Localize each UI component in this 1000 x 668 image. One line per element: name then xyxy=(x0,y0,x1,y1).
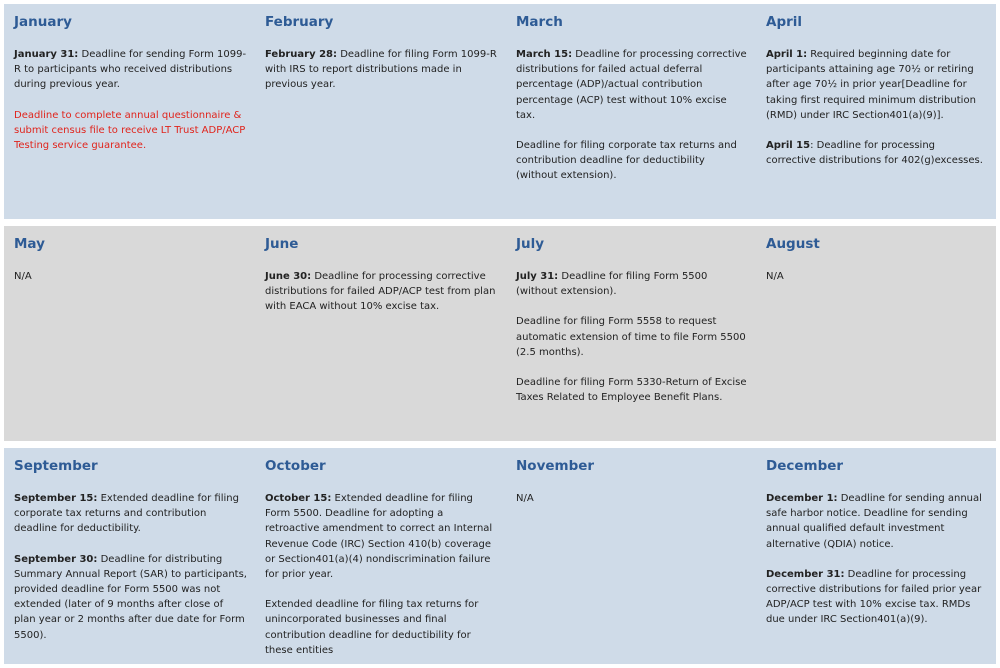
month-cell-august xyxy=(756,226,996,441)
deadline-text: Deadline for filing corporate tax returns and contribution deadline for deductibility (without extension). xyxy=(516,140,737,182)
deadline-entry xyxy=(265,47,506,93)
month-cell-june xyxy=(255,226,506,441)
deadline-entry xyxy=(516,491,756,506)
month-heading: September xyxy=(14,458,98,474)
deadline-text: Extended deadline for filing Form 5500. Deadline for adopting a retroactive amendment to correct an Internal Revenue Code (IRC) Section 410(b) coverage or Section401(a)(4) nondiscrimination failure for prior year. xyxy=(265,493,493,581)
deadline-text: Deadline for sending annual safe harbor notice. Deadline for sending annual qualified default investment alternative (QDIA) notice. xyxy=(766,493,982,550)
deadline-text: : Deadline for processing corrective distributions for 402(g)excesses. xyxy=(766,140,983,167)
deadline-text: Deadline for filing Form 5500 (without extension). xyxy=(516,271,708,298)
quarter-row-1 xyxy=(4,4,996,219)
deadline-entry xyxy=(516,375,756,405)
deadline-entry xyxy=(265,269,506,315)
month-cell-march xyxy=(506,4,756,219)
deadline-entry xyxy=(14,552,255,643)
deadline-text: Deadline to complete annual questionnaire & submit census file to receive LT Trust ADP/ACP Testing service guarantee. xyxy=(14,109,246,152)
deadline-text: Deadline for sending Form 1099-R to participants who received distributions during previous year. xyxy=(14,49,247,91)
deadline-text: Deadline for filing Form 5558 to request automatic extension of time to file Form 5500 (2.5 months). xyxy=(516,316,746,358)
month-cell-january xyxy=(4,4,255,219)
deadline-entry xyxy=(766,567,996,628)
deadline-text: N/A xyxy=(516,493,534,504)
deadline-date: September 15: xyxy=(14,493,98,504)
month-heading: July xyxy=(516,236,545,252)
month-cell-november xyxy=(506,448,756,664)
deadline-text: Deadline for processing corrective distributions for failed prior year ADP/ACP test with 10% excise tax. RMDs due under IRC Section401(a)(9). xyxy=(766,568,982,626)
deadline-entry xyxy=(14,491,255,537)
deadline-date: December 1: xyxy=(766,493,838,504)
deadline-date: September 30: xyxy=(14,553,98,565)
deadline-text: Deadline for processing corrective distributions for failed ADP/ACP test from plan with EACA without 10% excise tax. xyxy=(265,271,496,313)
deadline-date: January 31: xyxy=(14,49,79,60)
deadline-entry xyxy=(516,269,756,299)
deadline-text: Required beginning date for participants attaining age 70½ or retiring after age 70½ in prior year[Deadline for taking first required minimum distribution (RMD) under IRC Section401(a)(9)]. xyxy=(766,49,976,121)
month-heading: November xyxy=(516,458,595,474)
deadline-text: Extended deadline for filing corporate tax returns and contribution deadline for deductibility. xyxy=(14,493,239,535)
deadline-date: June 30: xyxy=(265,271,312,282)
month-cell-december xyxy=(756,448,996,664)
month-cell-september xyxy=(4,448,255,664)
deadline-text: Extended deadline for filing tax returns for unincorporated businesses and final contribution deadline for deductibility for these entities xyxy=(265,599,479,656)
deadline-entry xyxy=(766,138,996,168)
deadline-date: March 15: xyxy=(516,49,573,60)
deadline-date: April 1: xyxy=(766,49,808,60)
month-heading: March xyxy=(516,14,563,30)
month-heading: October xyxy=(265,458,326,474)
month-cell-october xyxy=(255,448,506,664)
month-cell-april xyxy=(756,4,996,219)
deadline-entry xyxy=(766,269,996,284)
month-heading: August xyxy=(766,236,820,252)
month-heading: April xyxy=(766,14,803,30)
deadline-text: N/A xyxy=(14,271,32,282)
quarter-row-2 xyxy=(4,226,996,441)
month-cell-february xyxy=(255,4,506,219)
month-cell-may xyxy=(4,226,255,441)
deadline-entry xyxy=(265,597,506,658)
deadline-entry xyxy=(516,314,756,360)
deadline-entry xyxy=(516,138,756,184)
month-heading: June xyxy=(265,236,299,252)
deadline-text: Deadline for processing corrective distributions for failed actual deferral percentage (ADP)/actual contribution percentage (ACP) test without 10% excise tax. xyxy=(516,49,747,121)
deadline-date: July 31: xyxy=(516,271,559,282)
deadline-entry xyxy=(766,47,996,123)
deadline-entry xyxy=(265,491,506,582)
month-heading: January xyxy=(14,14,72,30)
deadline-text: Deadline for filing Form 5330-Return of Excise Taxes Related to Employee Benefit Plans. xyxy=(516,377,747,404)
deadline-date: October 15: xyxy=(265,493,332,504)
month-cell-july xyxy=(506,226,756,441)
quarter-row-3 xyxy=(4,448,996,664)
deadline-text: N/A xyxy=(766,271,784,282)
month-heading: May xyxy=(14,236,45,252)
deadline-date: February 28: xyxy=(265,49,338,60)
deadline-entry xyxy=(14,269,255,284)
deadline-date: April 15 xyxy=(766,140,811,152)
deadline-text: Deadline for distributing Summary Annual Report (SAR) to participants, provided deadline for Form 5500 was not extended (later of 9 months after close of plan year or 2 months after due date for Form 5500). xyxy=(14,553,247,641)
deadline-text: Deadline for filing Form 1099-R with IRS to report distributions made in previous year. xyxy=(265,49,497,91)
deadline-entry-warning xyxy=(14,108,255,154)
deadline-entry xyxy=(516,47,756,123)
deadline-entry xyxy=(14,47,255,93)
month-heading: December xyxy=(766,458,844,474)
month-heading: February xyxy=(265,14,334,30)
deadline-entry xyxy=(766,491,996,552)
deadline-date: December 31: xyxy=(766,568,845,580)
